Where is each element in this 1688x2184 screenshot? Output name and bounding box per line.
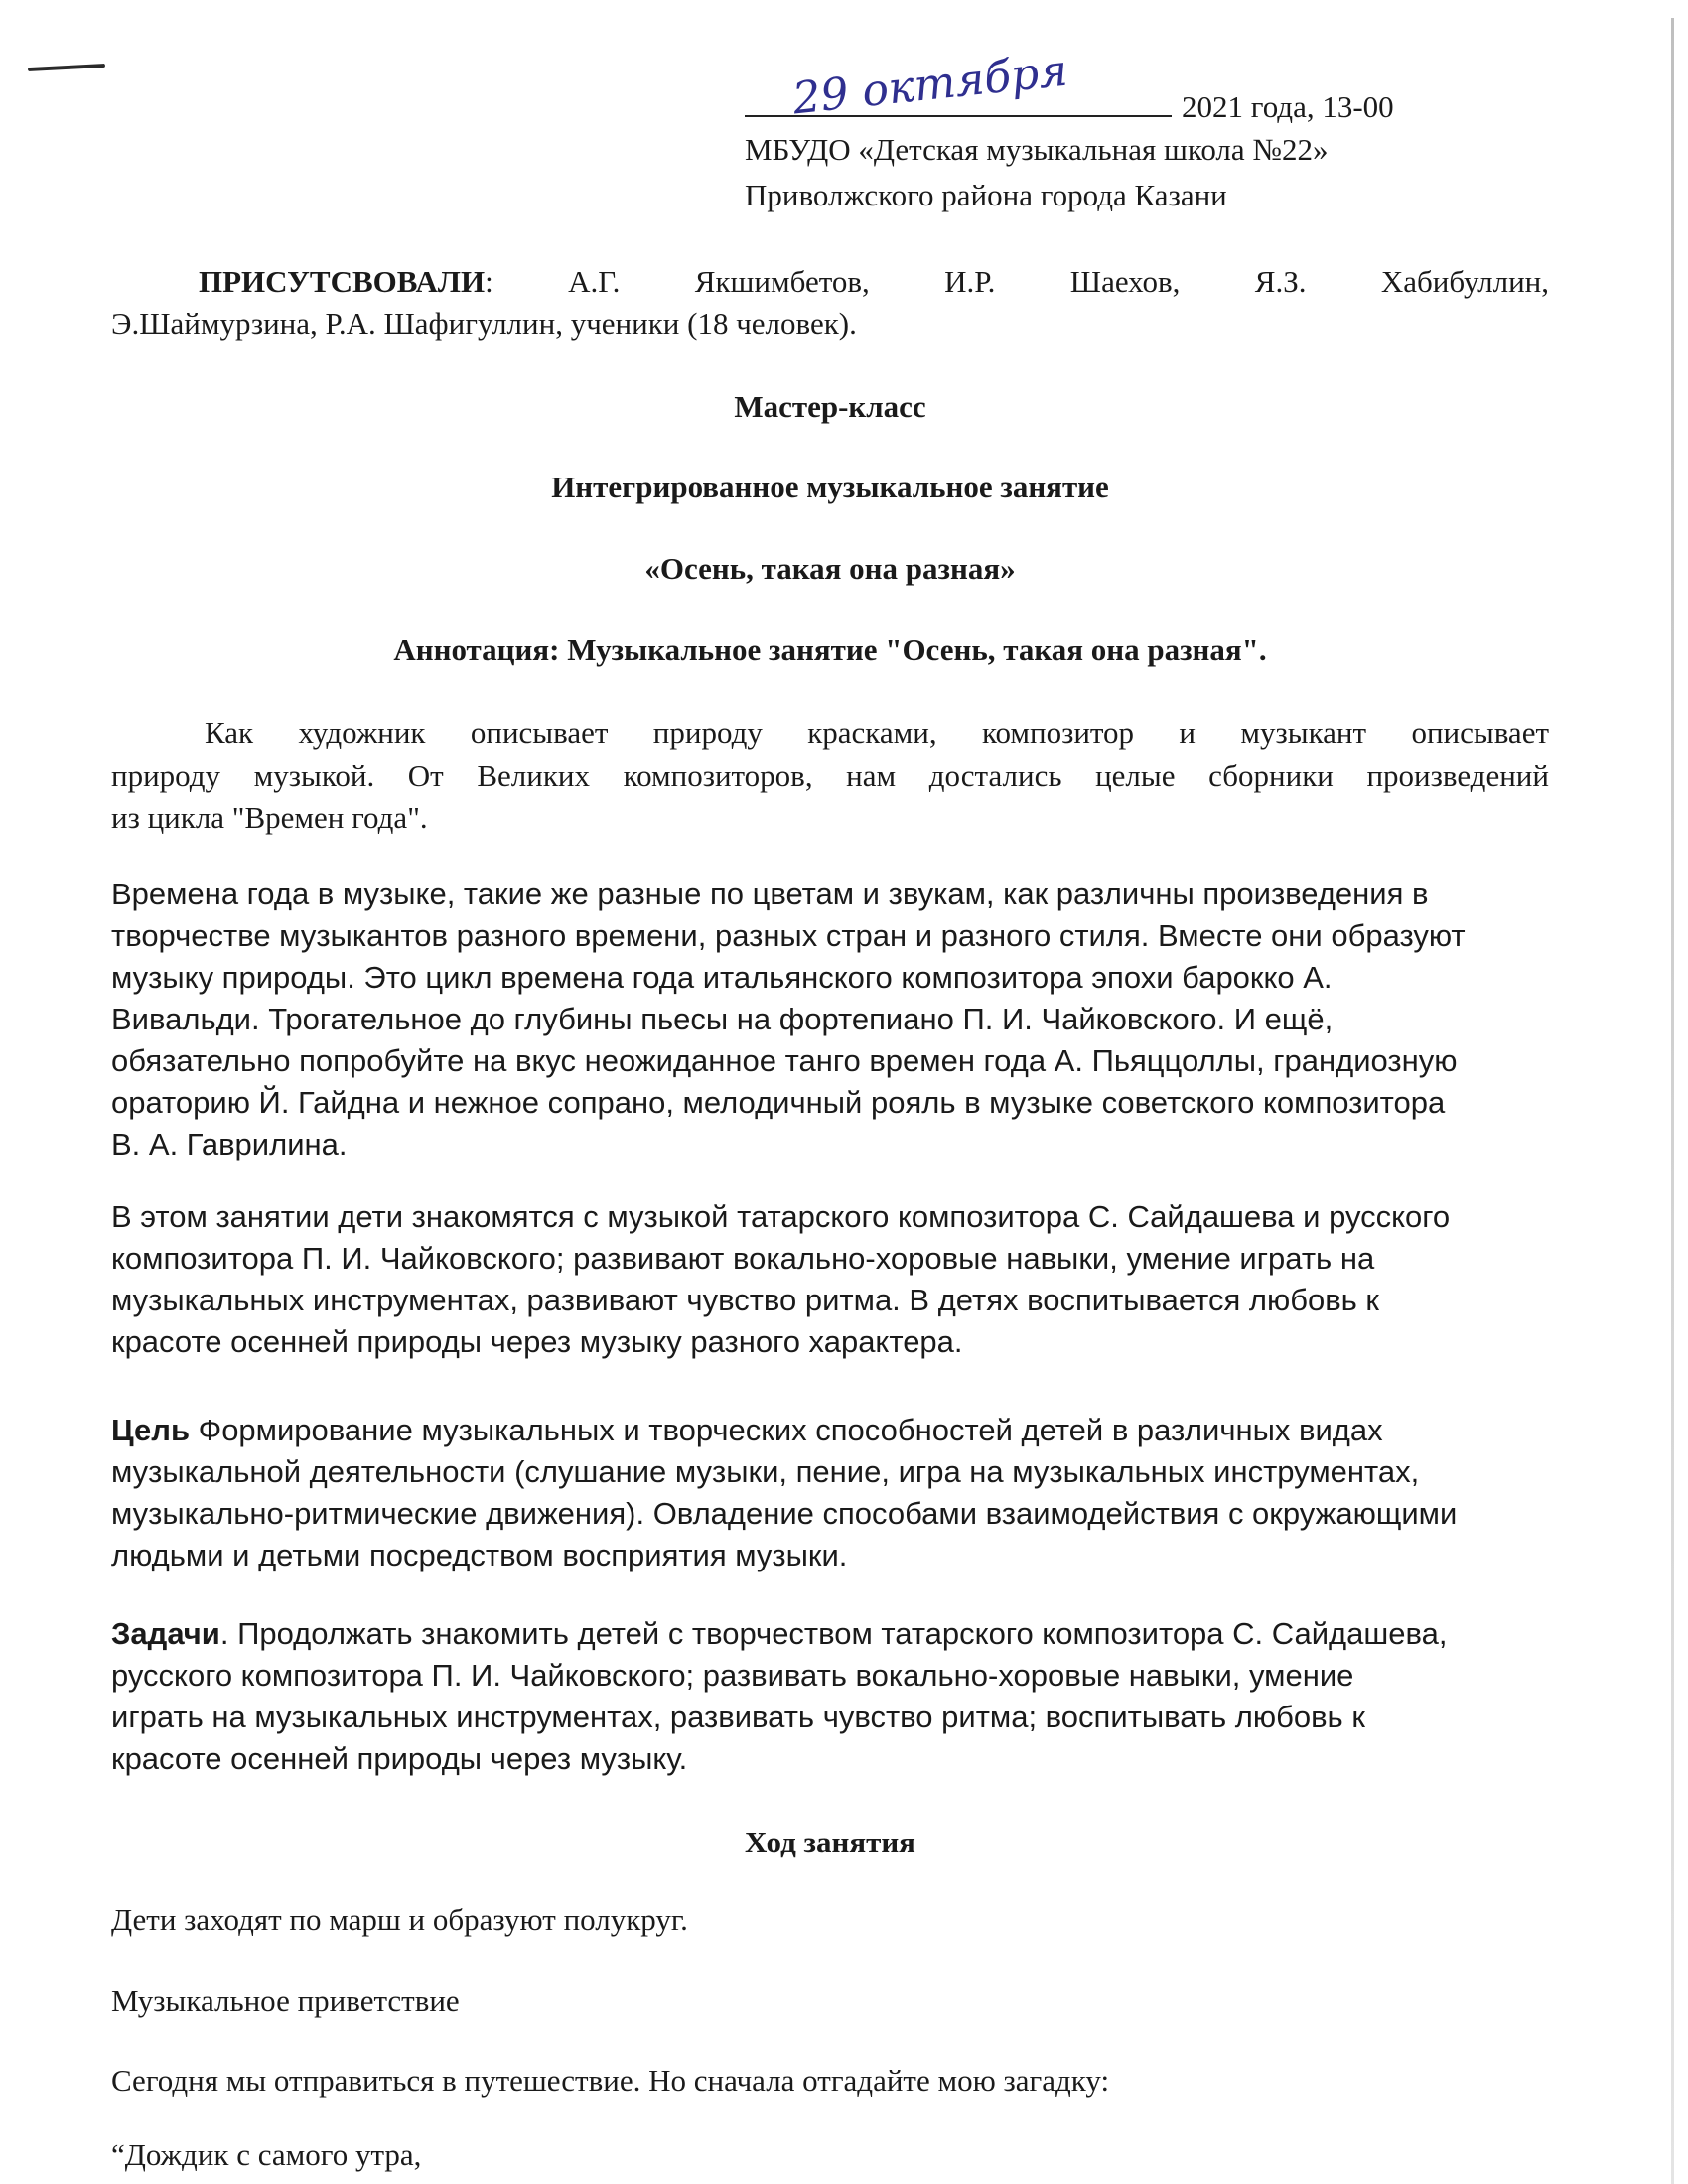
tasks-line: играть на музыкальных инструментах, развивать чувство ритма; воспитывать любовь к	[111, 1700, 1365, 1734]
seasons-line: творчестве музыкантов разного времени, разных стран и разного стиля. Вместе они образуют	[111, 918, 1466, 953]
title-theme: «Осень, такая она разная»	[644, 551, 1016, 586]
school-name: МБУДО «Детская музыкальная школа №22»	[745, 132, 1329, 167]
goal-label: Цель	[111, 1413, 191, 1447]
title-annotation: Аннотация: Музыкальное занятие "Осень, такая она разная".	[393, 632, 1267, 667]
seasons-paragraph	[111, 874, 1549, 1165]
goal-line: музыкально-ритмические движения). Овладение способами взаимодействия с окружающими	[111, 1496, 1458, 1531]
course-line-3: Сегодня мы отправиться в путешествие. Но сначала отгадайте мою загадку:	[111, 2063, 1110, 2098]
goal-line: людьми и детьми посредством восприятия музыки.	[111, 1538, 848, 1572]
goal-paragraph	[111, 1410, 1549, 1576]
seasons-line: ораторию Й. Гайдна и нежное сопрано, мелодичный рояль в музыке советского композитора	[111, 1085, 1446, 1120]
tasks-label: Задачи	[111, 1616, 220, 1651]
tasks-line: русского композитора П. И. Чайковского; развивать вокально-хоровые навыки, умение	[111, 1658, 1354, 1693]
tasks-line: красоте осенней природы через музыку.	[111, 1741, 688, 1776]
seasons-line: обязательно попробуйте на вкус неожиданное танго времен года А. Пьяццоллы, грандиозную	[111, 1043, 1458, 1078]
date-suffix: 2021 года, 13-00	[1182, 89, 1394, 124]
present-line-2: Э.Шаймурзина, Р.А. Шафигуллин, ученики (18 человек).	[111, 306, 857, 341]
corner-pen-mark	[28, 64, 105, 71]
tasks-paragraph	[111, 1613, 1549, 1780]
intro-line-3: из цикла "Времен года".	[111, 800, 428, 835]
course-title: Ход занятия	[745, 1825, 915, 1859]
lesson-line: красоте осенней природы через музыку разного характера.	[111, 1324, 963, 1359]
goal-line: Цель Формирование музыкальных и творческих способностей детей в различных видах	[111, 1413, 1383, 1447]
scan-edge	[1671, 18, 1674, 2184]
lesson-line: В этом занятии дети знакомятся с музыкой татарского композитора С. Сайдашева и русского	[111, 1199, 1451, 1234]
intro-line-1: Как художник описывает природу красками, композитор и музыкант описывает	[205, 715, 1549, 750]
course-line-1: Дети заходят по марш и образуют полукруг.	[111, 1902, 688, 1937]
lesson-line: музыкальных инструментах, развивают чувство ритма. В детях воспитывается любовь к	[111, 1283, 1379, 1317]
seasons-line: музыку природы. Это цикл времена года итальянского композитора эпохи барокко А.	[111, 960, 1333, 995]
seasons-line: В. А. Гаврилина.	[111, 1127, 348, 1161]
present-line-1	[111, 264, 1549, 300]
lesson-paragraph	[111, 1196, 1549, 1363]
lesson-line: композитора П. И. Чайковского; развивают вокально-хоровые навыки, умение играть на	[111, 1241, 1375, 1276]
title-lesson: Интегрированное музыкальное занятие	[551, 470, 1109, 504]
seasons-line: Времена года в музыке, такие же разные по цветам и звукам, как различны произведения в	[111, 877, 1429, 911]
course-line-2: Музыкальное приветствие	[111, 1983, 460, 2018]
date-blank	[745, 45, 1172, 125]
date-line	[745, 45, 1394, 125]
present-names: : А.Г. Якшимбетов, И.Р. Шаехов, Я.З. Хабибуллин,	[485, 264, 1549, 299]
present-label: ПРИСУТСВОВАЛИ	[199, 264, 486, 299]
handwritten-date: 29 октября	[790, 45, 1070, 125]
school-district: Приволжского района города Казани	[745, 178, 1227, 212]
course-line-4: “Дождик с самого утра,	[111, 2137, 422, 2172]
seasons-line: Вивальди. Трогательное до глубины пьесы на фортепиано П. И. Чайковского. И ещё,	[111, 1002, 1334, 1036]
tasks-line: Задачи. Продолжать знакомить детей с творчеством татарского композитора С. Сайдашева,	[111, 1616, 1448, 1651]
goal-line: музыкальной деятельности (слушание музыки, пение, игра на музыкальных инструментах,	[111, 1454, 1420, 1489]
intro-line-2: природу музыкой. От Великих композиторов, нам достались целые сборники произведений	[111, 758, 1549, 793]
title-master-class: Мастер-класс	[734, 389, 926, 424]
